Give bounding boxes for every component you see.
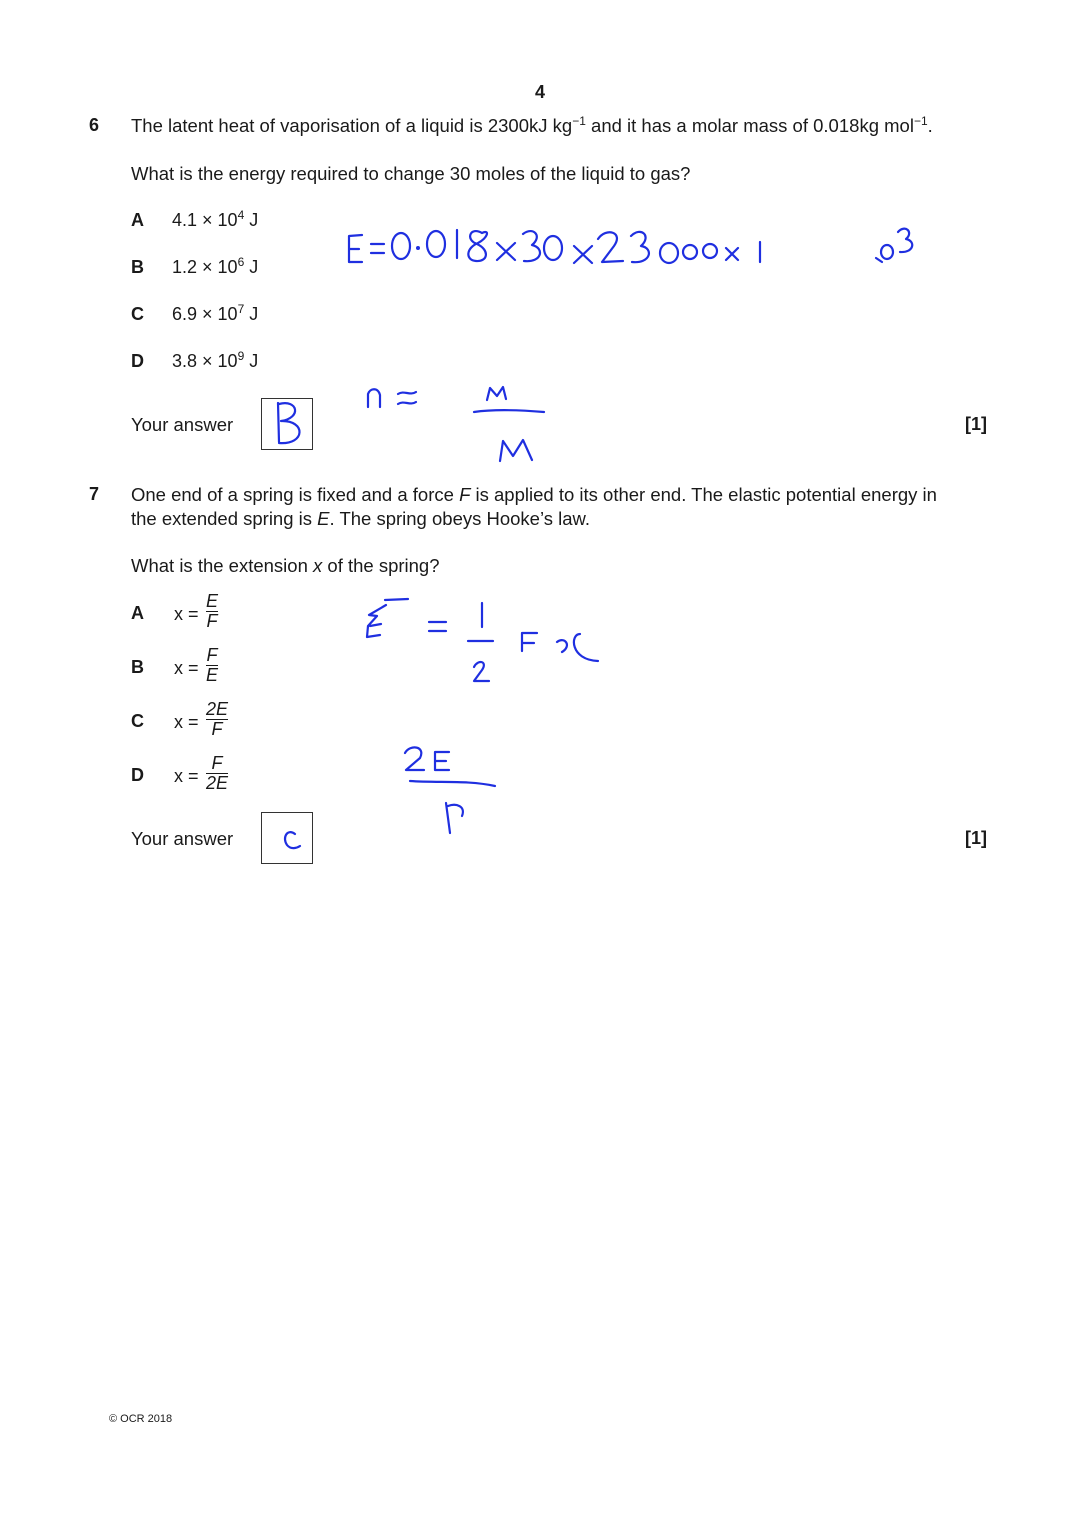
question-7-number: 7	[89, 484, 100, 504]
page-number: 4	[534, 82, 545, 102]
option-6b[interactable]: B $1.2 \times 10^6$ J	[131, 255, 259, 277]
question-7-prompt: What is the extension x of the spring?	[131, 555, 440, 576]
marks-6: [1]	[965, 414, 987, 434]
answer-label-7: Your answer	[131, 828, 234, 849]
question-6-number: 6	[89, 115, 100, 135]
option-6c[interactable]: C $6.9 \times 10^7$ J	[131, 302, 259, 324]
question-6-prompt: What is the energy required to change 30 moles of the liquid to gas?	[131, 163, 691, 184]
answer-label-6: Your answer	[131, 414, 234, 435]
question-7-stem-line1: One end of a spring is fixed and a force F is applied to its other end. The elastic potential energy in	[131, 484, 937, 505]
footer-copyright: © OCR 2018	[109, 1413, 173, 1425]
marks-7: [1]	[965, 828, 987, 848]
question-6-stem: The latent heat of vaporisation of a liquid is 2300kJ $kg^{-1}$ and it has a molar mass of 0.018kg mol$^{-1}$.	[131, 114, 933, 136]
option-6d[interactable]: D $3.8 \times 10^9$ J	[131, 349, 259, 371]
option-6a[interactable]: A $4.1 \times 10^4$ J	[131, 208, 259, 230]
question-7-stem-line2: the extended spring is E. The spring obeys Hooke’s law.	[131, 508, 591, 529]
